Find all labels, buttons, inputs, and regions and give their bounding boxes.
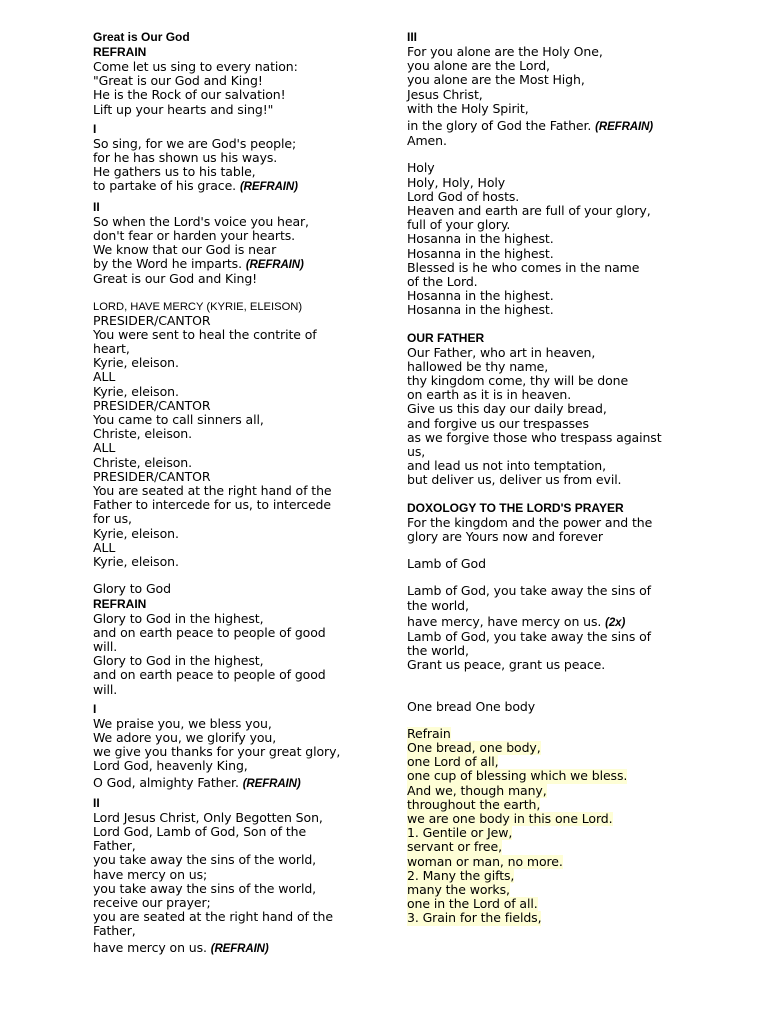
lyric-line: Kyrie, eleison. [93, 525, 179, 541]
lyric-line: Glory to God in the highest, [93, 610, 264, 626]
lyric-line: the world, [407, 597, 469, 613]
lyric-text: One bread, one body, [407, 739, 541, 755]
lyric-text: 3. Grain for the fields, [407, 910, 542, 926]
lyric-line-with-refrain [93, 179, 361, 194]
lyric-line: as we forgive those who trespass against [407, 429, 662, 445]
role-label: ALL [93, 539, 116, 555]
lyric-text: woman or man, no more. [407, 853, 563, 869]
lyric-line: on earth as it is in heaven. [407, 387, 572, 403]
lyric-line: Lift up your hearts and sing!" [93, 101, 274, 117]
doxology-title: DOXOLOGY TO THE LORD'S PRAYER [407, 500, 624, 515]
lyric-line: Hosanna in the highest. [407, 288, 554, 304]
lyric-line: the world, [407, 643, 469, 659]
lyric-line: you take away the sins of the world, [93, 852, 317, 868]
lyric-line: Holy [407, 160, 435, 176]
lyric-line: you are seated at the right hand of the [93, 909, 333, 925]
lyric-line-with-refrain [93, 257, 361, 272]
refrain-tag: (REFRAIN) [595, 121, 654, 134]
lyric-text: Refrain [407, 725, 451, 741]
refrain-label: REFRAIN [93, 596, 147, 611]
lyric-line: hallowed be thy name, [407, 358, 549, 374]
role-label: PRESIDER/CANTOR [93, 397, 211, 413]
lyric-line: full of your glory. [407, 217, 511, 233]
highlighted-lyric-line [407, 897, 697, 911]
highlighted-lyric-line [407, 798, 697, 812]
lyric-line-with-refrain [407, 119, 697, 134]
lyric-line: Glory to God in the highest, [93, 653, 264, 669]
lyric-line: Heaven and earth are full of your glory, [407, 203, 651, 219]
lyric-text: O God, almighty Father. [93, 774, 239, 790]
lyric-line: heart, [93, 341, 130, 357]
lyric-line: Christe, eleison. [93, 454, 192, 470]
highlighted-lyric-line [407, 755, 697, 769]
lyric-line: "Great is our God and King! [93, 73, 263, 89]
lyric-line: for us, [93, 511, 132, 527]
lyric-line: Jesus Christ, [407, 86, 483, 102]
highlighted-lyric-line [407, 840, 697, 854]
refrain-label: REFRAIN [93, 45, 147, 59]
highlighted-lyric-line [407, 727, 697, 741]
lyric-line: will. [93, 638, 118, 654]
highlighted-lyric-line [407, 911, 697, 925]
lyric-line: We adore you, we glorify you, [93, 729, 277, 745]
lyric-line: So sing, for we are God's people; [93, 135, 297, 151]
lyric-line: Lord God, heavenly King, [93, 758, 248, 774]
lyric-line: Come let us sing to every nation: [93, 59, 298, 74]
lyric-line: Hosanna in the highest. [407, 302, 554, 318]
highlighted-lyric-line [407, 826, 697, 840]
lyric-text: 1. Gentile or Jew, [407, 825, 513, 841]
lyric-text: one Lord of all, [407, 754, 499, 770]
highlighted-lyric-line [407, 883, 697, 897]
lyric-line: Christe, eleison. [93, 426, 192, 442]
lyric-text: throughout the earth, [407, 796, 541, 812]
lyric-line: Lamb of God, you take away the sins of [407, 583, 651, 599]
lyric-line: of the Lord. [407, 274, 478, 290]
verse-label: III [407, 30, 418, 44]
lyric-line-with-refrain [93, 941, 361, 956]
refrain-tag: (REFRAIN) [242, 777, 301, 790]
lyric-text: we are one body in this one Lord. [407, 810, 613, 826]
song-title-great-is-our-god: Great is Our God [93, 30, 190, 44]
lyric-line: Lamb of God, you take away the sins of [407, 628, 651, 644]
role-label: PRESIDER/CANTOR [93, 468, 211, 484]
lyric-line: don't fear or harden your hearts. [93, 227, 296, 243]
lyric-line: glory are Yours now and forever [407, 528, 603, 544]
lyric-line: You are seated at the right hand of the [93, 483, 332, 499]
lyric-text: have mercy, have mercy on us. [407, 613, 602, 629]
our-father-title: OUR FATHER [407, 330, 485, 345]
lyric-text: one cup of blessing which we bless. [407, 768, 628, 784]
lyric-line: Give us this day our daily bread, [407, 401, 607, 417]
lyric-line: for he has shown us his ways. [93, 150, 278, 166]
lyric-line: Kyrie, eleison. [93, 355, 179, 371]
lyric-line: You were sent to heal the contrite of [93, 326, 317, 342]
lyric-line-with-refrain [93, 776, 361, 791]
lyric-line: Kyrie, eleison. [93, 383, 179, 399]
lyric-line: Hosanna in the highest. [407, 231, 554, 247]
highlighted-lyric-line [407, 769, 697, 783]
lyric-text: And we, though many, [407, 782, 547, 798]
lyric-text: many the works, [407, 881, 510, 897]
lyric-text: in the glory of God the Father. [407, 118, 592, 134]
lyric-line: He gathers us to his table, [93, 164, 256, 180]
role-label: ALL [93, 369, 116, 385]
lyric-line: and on earth peace to people of good [93, 624, 326, 640]
lyric-line: He is the Rock of our salvation! [93, 87, 286, 103]
lyric-line: Lord God of hosts. [407, 188, 520, 204]
lyric-line: We praise you, we bless you, [93, 715, 272, 731]
role-label: PRESIDER/CANTOR [93, 312, 211, 328]
lyric-line: us, [407, 444, 426, 460]
lyric-line: you alone are the Most High, [407, 72, 585, 88]
lyric-line: but deliver us, deliver us from evil. [407, 472, 622, 488]
lyric-line: with the Holy Spirit, [407, 100, 529, 116]
lyric-line: Our Father, who art in heaven, [407, 344, 596, 360]
lyric-text: by the Word he imparts. [93, 256, 242, 272]
lyric-line: Father, [93, 923, 136, 939]
lyric-line: Blessed is he who comes in the name [407, 259, 640, 275]
lyric-line: have mercy on us; [93, 866, 208, 882]
lyric-line: Lord Jesus Christ, Only Begotten Son, [93, 809, 323, 825]
lyric-line: Kyrie, eleison. [93, 554, 179, 570]
lyric-line: receive our prayer; [93, 894, 211, 910]
lyric-text: to partake of his grace. [93, 178, 237, 194]
refrain-tag: (REFRAIN) [239, 181, 298, 194]
gloria-title: Glory to God [93, 581, 171, 597]
highlighted-lyric-line [407, 855, 697, 869]
right-column [407, 28, 697, 926]
lyric-line: you alone are the Lord, [407, 58, 550, 74]
lyric-line: we give you thanks for your great glory, [93, 744, 341, 760]
lyric-line: Father to intercede for us, to intercede [93, 497, 331, 513]
lyric-line-with-tag [407, 615, 697, 630]
lyric-text: have mercy on us. [93, 939, 207, 955]
lyric-line: Hosanna in the highest. [407, 245, 554, 261]
lyric-line: Great is our God and King! [93, 271, 258, 287]
lyric-line: For the kingdom and the power and the [407, 514, 653, 530]
role-label: ALL [93, 440, 116, 456]
lyric-line: will. [93, 681, 118, 697]
lyric-line: thy kingdom come, thy will be done [407, 373, 629, 389]
highlighted-lyric-line [407, 784, 697, 798]
refrain-tag: (REFRAIN) [210, 942, 269, 955]
repeat-tag: (2x) [605, 616, 626, 629]
lyric-line: Father, [93, 838, 136, 854]
verse-label: I [93, 121, 97, 136]
verse-label: I [93, 701, 97, 716]
one-bread-title: One bread One body [407, 698, 536, 714]
lyric-line: For you alone are the Holy One, [407, 44, 603, 59]
refrain-tag: (REFRAIN) [245, 259, 304, 272]
verse-label: II [93, 795, 100, 810]
lyric-line: Grant us peace, grant us peace. [407, 657, 606, 673]
lyric-line: and forgive us our trespasses [407, 415, 589, 431]
kyrie-title: LORD, HAVE MERCY (KYRIE, ELEISON) [93, 300, 303, 313]
highlighted-lyric-line [407, 812, 697, 826]
lyric-line: and lead us not into temptation, [407, 458, 606, 474]
lamb-of-god-title: Lamb of God [407, 556, 486, 572]
left-column [93, 28, 361, 956]
lyric-line: Amen. [407, 133, 447, 149]
lyric-line: Holy, Holy, Holy [407, 174, 506, 190]
lyric-text: one in the Lord of all. [407, 896, 538, 912]
lyric-line: Lord God, Lamb of God, Son of the [93, 823, 307, 839]
highlighted-lyric-line [407, 741, 697, 755]
lyric-line: You came to call sinners all, [93, 412, 264, 428]
lyric-line: So when the Lord's voice you hear, [93, 213, 309, 229]
highlighted-lyric-line [407, 869, 697, 883]
lyric-line: and on earth peace to people of good [93, 667, 326, 683]
lyric-text: 2. Many the gifts, [407, 867, 515, 883]
verse-label: II [93, 199, 100, 214]
lyric-text: servant or free, [407, 839, 502, 855]
lyric-line: We know that our God is near [93, 242, 277, 258]
lyric-line: you take away the sins of the world, [93, 880, 317, 896]
